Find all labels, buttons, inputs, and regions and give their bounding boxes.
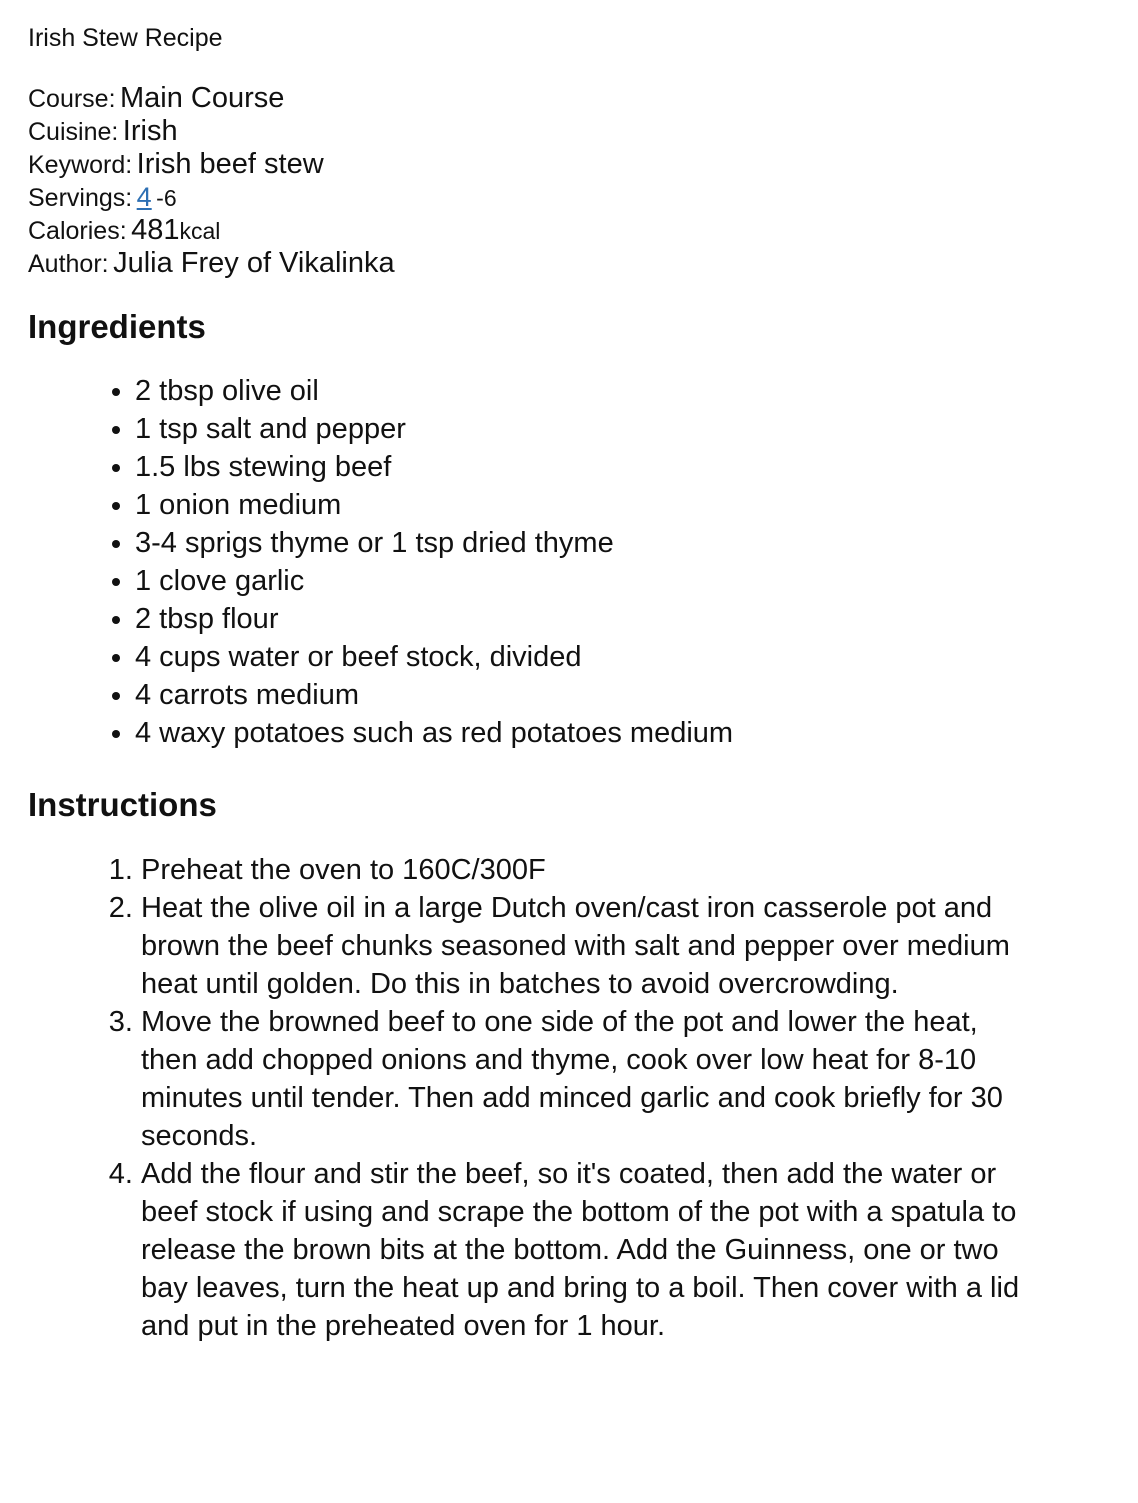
ingredients-list (28, 372, 1108, 752)
meta-servings-label: Servings: (28, 184, 133, 212)
ingredient-item: • 2 tbsp olive oil (135, 372, 1108, 410)
page-title: Irish Stew Recipe (28, 24, 223, 52)
instruction-step: 3. Move the browned beef to one side of the pot and lower the heat, then add chopped onions and thyme, cook over low heat for 8-10 minutes until tender. Then add minced garlic and cook briefly for 30 seconds. (141, 1003, 1021, 1155)
ingredient-item: • 3-4 sprigs thyme or 1 tsp dried thyme (135, 524, 1108, 562)
meta-cuisine-label: Cuisine: (28, 118, 119, 146)
meta-course-value: Main Course (120, 82, 285, 114)
instructions-heading: Instructions (28, 786, 217, 823)
meta-author-label: Author: (28, 250, 109, 278)
instruction-step: 1. Preheat the oven to 160C/300F (141, 851, 1021, 889)
ingredient-item: • 4 waxy potatoes such as red potatoes medium (135, 714, 1108, 752)
instruction-step: 4. Add the flour and stir the beef, so it's coated, then add the water or beef stock if using and scrape the bottom of the pot with a spatula to release the brown bits at the bottom. Add the Guinness, one or two bay leaves, turn the heat up and bring to a boil. Then cover with a lid and put in the preheated oven for 1 hour. (141, 1155, 1021, 1345)
meta-servings-suffix: -6 (156, 185, 177, 211)
instructions-list (28, 851, 1021, 1345)
meta-cuisine (28, 115, 1108, 148)
meta-calories-value: 481 (131, 214, 180, 246)
meta-cuisine-value: Irish (122, 115, 178, 147)
instruction-step: 2. Heat the olive oil in a large Dutch oven/cast iron casserole pot and brown the beef chunks seasoned with salt and pepper over medium heat until golden. Do this in batches to avoid overcrowding. (141, 889, 1021, 1003)
meta-calories-label: Calories: (28, 217, 127, 245)
meta-servings (28, 181, 1108, 214)
meta-calories-unit: kcal (179, 218, 221, 244)
meta-keyword-label: Keyword: (28, 151, 133, 179)
meta-author-value: Julia Frey of Vikalinka (113, 247, 395, 279)
ingredient-item: • 1 onion medium (135, 486, 1108, 524)
meta-course-label: Course: (28, 85, 116, 113)
ingredient-item: • 1 clove garlic (135, 562, 1108, 600)
servings-adjust-link[interactable]: 4 (136, 182, 152, 212)
ingredients-heading: Ingredients (28, 308, 206, 345)
meta-keyword (28, 148, 1108, 181)
recipe-meta (28, 82, 1108, 280)
meta-calories (28, 214, 1108, 247)
recipe-page (28, 20, 1108, 1345)
ingredient-item: • 1 tsp salt and pepper (135, 410, 1108, 448)
ingredient-item: • 4 cups water or beef stock, divided (135, 638, 1108, 676)
meta-course (28, 82, 1108, 115)
ingredient-item: • 1.5 lbs stewing beef (135, 448, 1108, 486)
meta-keyword-value: Irish beef stew (136, 148, 324, 180)
meta-author (28, 247, 1108, 280)
ingredient-item: • 4 carrots medium (135, 676, 1108, 714)
ingredient-item: • 2 tbsp flour (135, 600, 1108, 638)
